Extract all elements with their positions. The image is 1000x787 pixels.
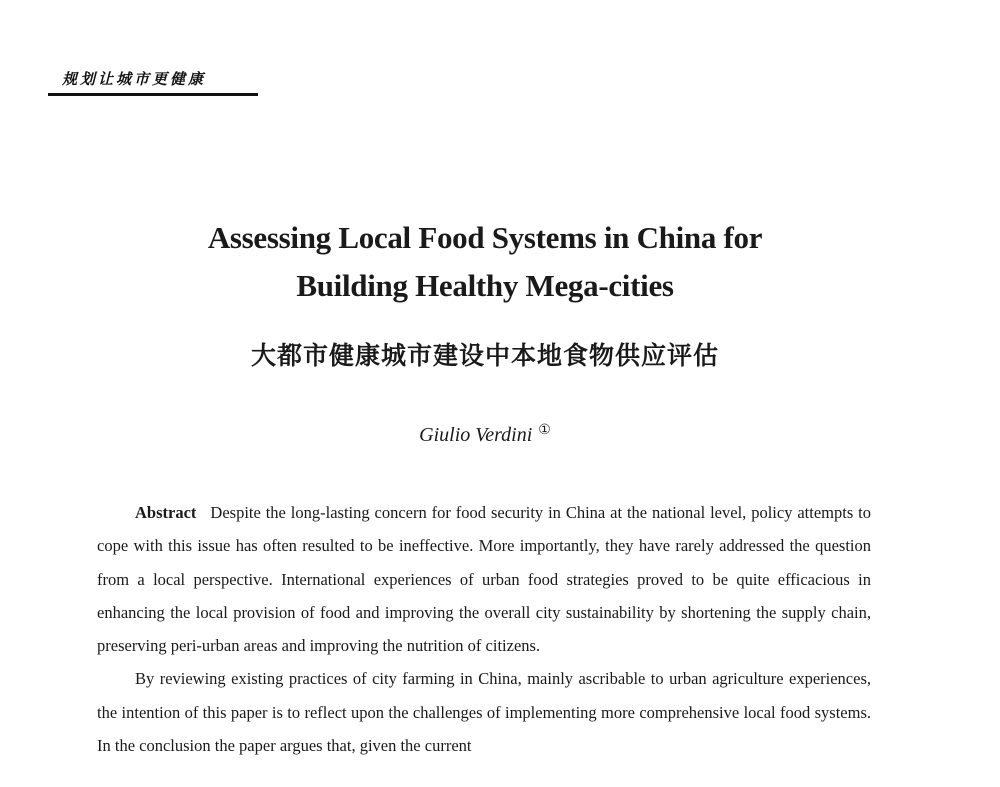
abstract-paragraph-1 (97, 496, 871, 662)
title-line-2: Building Healthy Mega-cities (296, 268, 674, 303)
paper-title-english (0, 214, 970, 310)
section-header-text: 规划让城市更健康 (62, 70, 207, 88)
author-name: Giulio Verdini (419, 424, 533, 446)
author-footnote-mark: ① (538, 423, 551, 438)
paper-title-chinese: 大都市健康城市建设中本地食物供应评估 (250, 341, 719, 370)
abstract-paragraph-2: By reviewing existing practices of city farming in China, mainly ascribable to urban agriculture experiences, the intention of this paper is to reflect upon the challenges of implementing more comprehensive local food systems. In the conclusion the paper argues that, given the current (97, 669, 871, 756)
abstract (97, 496, 871, 762)
abstract-label: Abstract (135, 503, 197, 522)
title-line-1: Assessing Local Food Systems in China for (207, 220, 763, 255)
author-line (0, 422, 970, 447)
section-header (48, 68, 258, 96)
abstract-paragraph-1-text: Despite the long-lasting concern for food security in China at the national level, policy attempts to cope with this issue has often resulted to be ineffective. More importantly, they have rarely addressed the question from a local perspective. International experiences of urban food strategies proved to be quite efficacious in enhancing the local provision of food and improving the overall city sustainability by shortening the supply chain, preserving peri-urban areas and improving the nutrition of citizens. (97, 503, 871, 656)
